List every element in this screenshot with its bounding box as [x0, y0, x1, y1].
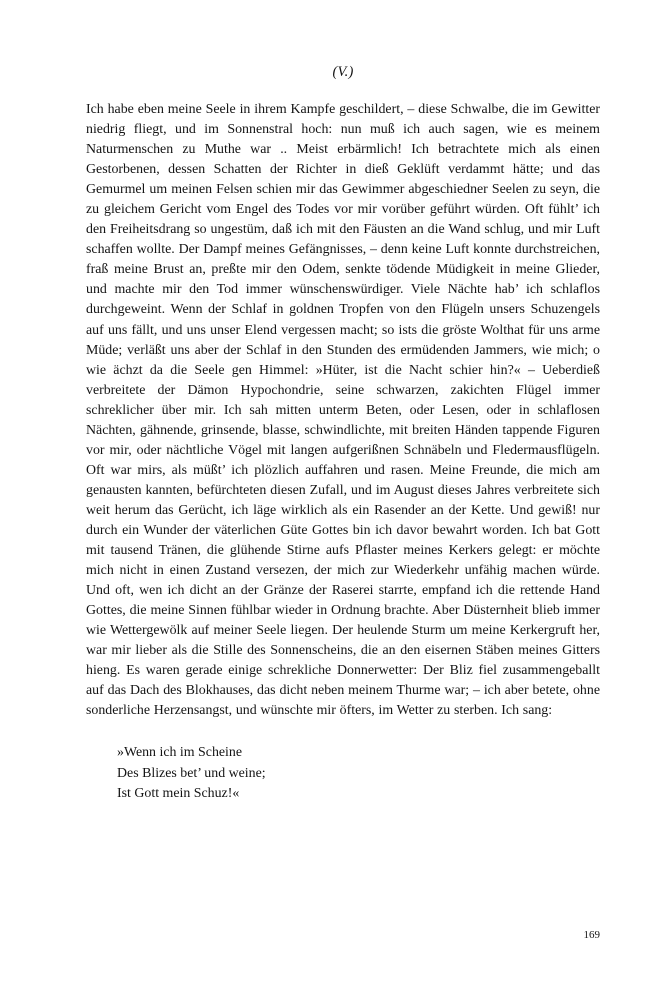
text-column [86, 62, 600, 804]
verse-line: »Wenn ich im Scheine [117, 745, 243, 761]
body-paragraph: Ich habe eben meine Seele in ihrem Kampfe geschildert, – diese Schwalbe, die im Gewitter niedrig fliegt, und im Sonnenstral hoch: nun muß ich auch sagen, wie es meinem Naturmenschen zu Muthe war .. Meist erbärmlich! Ich betrachtete mich als einen Gestorbenen, dessen Schatten der Richter in dieß Geklüft verdammt hätte; und das Gemurmel um meinen Felsen schien mir das Gewimmer abgeschiedner Seelen zu seyn, die zu gleichem Gericht vom Engel des Todes vor mir vorüber geführt würden. Oft fühlt’ ich den Freiheitsdrang so ungestüm, daß ich mit den Fäusten an die Wand schlug, und mir Luft schaffen wollte. Der Dampf meines Gefängnisses, – denn keine Luft konnte durchstreichen, fraß meine Brust an, preßte mir den Odem, senkte tödende Müdigkeit in meine Glieder, und machte mir den Tod immer wünschenswürdiger. Viele Nächte hab’ ich schlaflos durchgeweint. Wenn der Schlaf in goldnen Tropfen von den Flügeln unsers Schuzengels auf uns fällt, und uns unser Elend vergessen macht; so ists die gröste Wolthat für uns arme Müde; verläßt uns aber der Schlaf in den Stunden des ermüdenden Jammers, wie mich; o wie ächzt da die Seele gen Himmel: »Hüter, ist die Nacht schier hin?« – Ueberdieß verbreitete der Dämon Hypochondrie, seine schwarzen, zakichten Flügel immer schreklicher über mir. Ich sah mitten unterm Beten, oder Lesen, oder in schlaflosen Nächten, gähnende, grinsende, blasse, schwindlichte, mit breiten Händen tappende Figuren vor mir, oder nächtliche Vögel mit langen aufgerißnen Schnäbeln und Fledermausflügeln. Oft war mirs, als müßt’ ich plözlich auffahren und rasen. Meine Freunde, die mich am genausten kannten, befürchteten diesen Zufall, und im August dieses Jahres verbreitete sich weit herum das Gerücht, ich läge wirklich als ein Rasender an der Kette. Und gewiß! nur durch ein Wunder der väterlichen Güte Gottes bin ich davor bewahrt worden. Ich bat Gott mit tausend Tränen, die glühende Stirne aufs Pflaster meines Kerkers gelegt: er möchte mich nicht in einen Zustand versezen, der mich zur Wiederkehr unfähig machen würde. Und oft, wen ich dicht an der Gränze der Raserei starrte, empfand ich die rettende Hand Gottes, die meine Sinnen fühlbar wieder in Ordnung brachte. Aber Düsternheit blieb immer wie Wettergewölk auf meiner Seele liegen. Der heulende Sturm um meine Kerkergruft her, war mir lieber als die Stille des Sonnenscheins, die an den eisernen Stäben meines Gitters hieng. Es waren gerade einige schrekliche Donnerwetter: Der Bliz fiel zusammengeballt auf das Dach des Blokhauses, das dicht neben meinem Thurme war; – ich aber betete, ohne sonderliche Herzensangst, und wünschte mir öfters, im Wetter zu sterben. Ich sang: [86, 102, 600, 719]
page-number: 169 [583, 929, 600, 941]
verse-line: Des Blizes bet’ und weine; [117, 765, 266, 781]
verse-block [86, 743, 600, 803]
verse-line: Ist Gott mein Schuz!« [117, 785, 240, 801]
section-heading: (V.) [332, 64, 354, 80]
